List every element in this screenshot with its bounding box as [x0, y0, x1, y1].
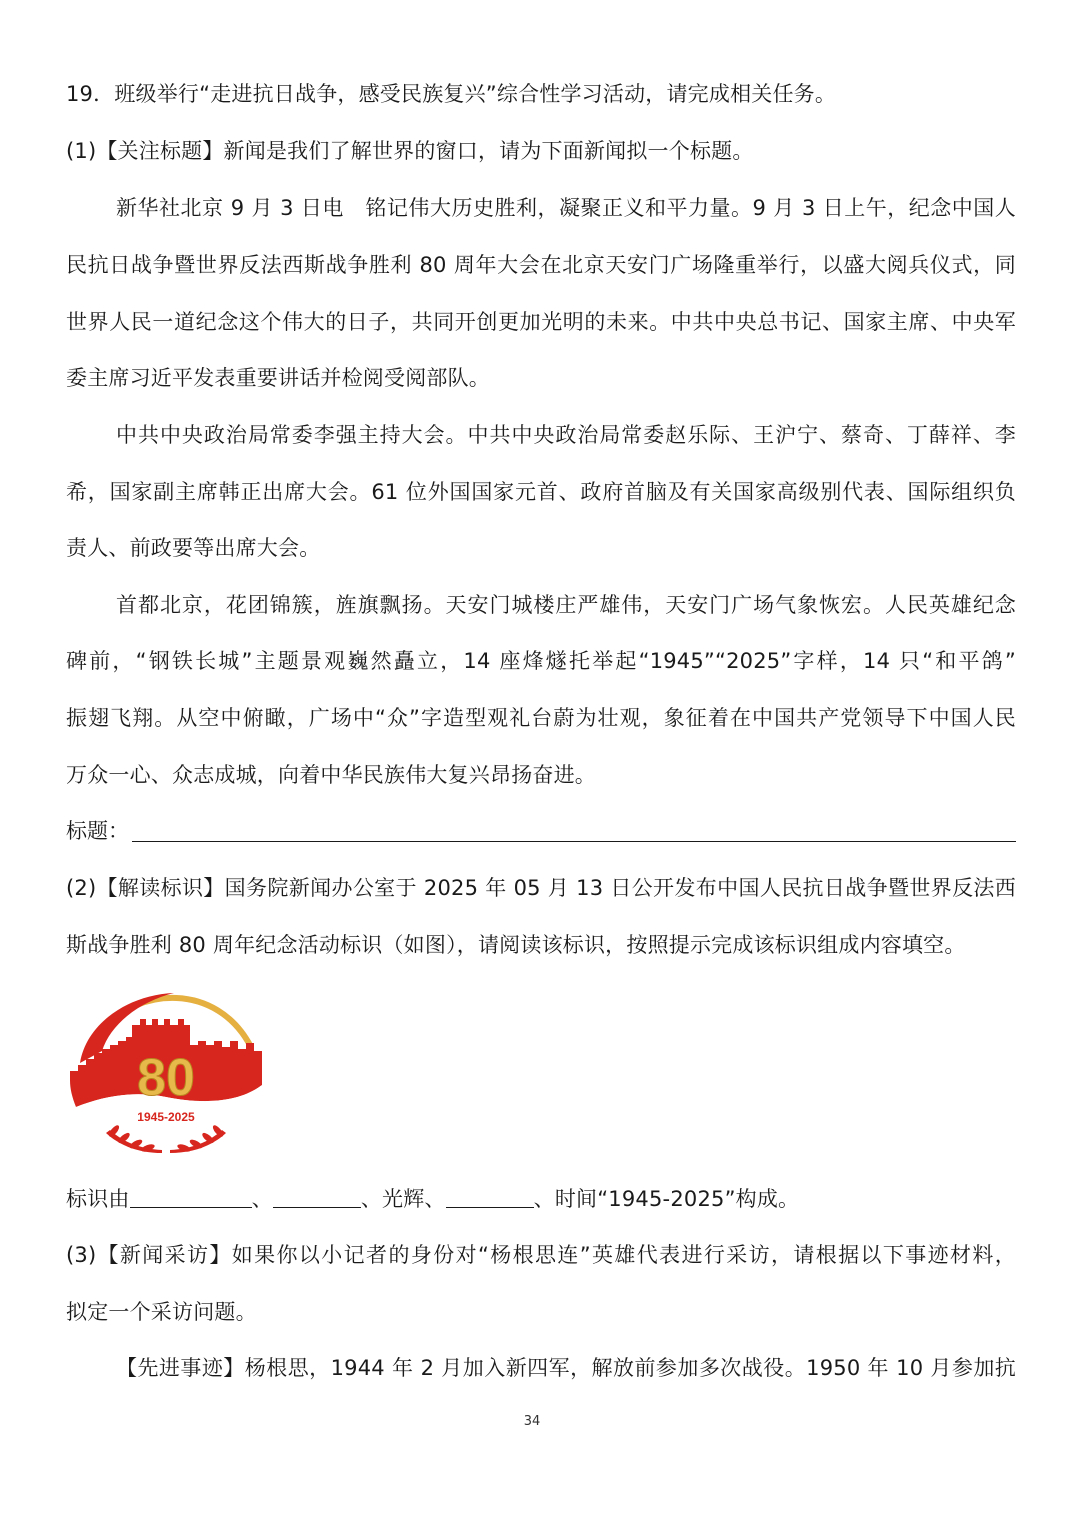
fill-sep2: 、光辉、 — [360, 1187, 446, 1211]
part3-prompt-line2: 拟定一个采访问题。 — [66, 1300, 257, 1324]
answer-blank-3[interactable] — [446, 1185, 534, 1208]
news-line: 委主席习近平发表重要讲话并检阅受阅部队。 — [66, 366, 490, 390]
laurel-left-icon — [106, 1124, 162, 1154]
part2-prompt-line2: 斯战争胜利 80 周年纪念活动标识（如图），请阅读该标识，按照提示完成该标识组成内容填空。 — [66, 933, 966, 957]
anniversary-logo — [66, 985, 266, 1160]
news-line: 振翅飞翔。从空中俯瞰，广场中“众”字造型观礼台蔚为壮观，象征着在中国共产党领导下中国人民 — [66, 706, 1016, 730]
news-line: 新华社北京 9 月 3 日电 铭记伟大历史胜利，凝聚正义和平力量。9 月 3 日上午，纪念中国人 — [116, 196, 1016, 220]
part2-prompt-line1: (2)【解读标识】国务院新闻办公室于 2025 年 05 月 13 日公开发布中国人民抗日战争暨世界反法西 — [66, 876, 1016, 900]
laurel-right-icon — [170, 1124, 226, 1154]
part3-prompt-line1: (3)【新闻采访】如果你以小记者的身份对“杨根思连”英雄代表进行采访，请根据以下事迹材料， — [66, 1243, 1016, 1267]
news-line: 责人、前政要等出席大会。 — [66, 536, 321, 560]
news-line: 首都北京，花团锦簇，旌旗飘扬。天安门城楼庄严雄伟，天安门广场气象恢宏。人民英雄纪念 — [116, 593, 1016, 617]
deeds-line: 【先进事迹】杨根思，1944 年 2 月加入新四军，解放前参加多次战役。1950 年 10 月参加抗 — [116, 1356, 1016, 1380]
title-label: 标题： — [66, 819, 129, 843]
page-number: 34 — [523, 1414, 541, 1429]
fill-sep3: 、时间“1945-2025”构成。 — [533, 1187, 800, 1211]
fill-start: 标识由 — [66, 1187, 130, 1211]
fill-sep1: 、 — [251, 1187, 273, 1211]
part1-prompt: (1)【关注标题】新闻是我们了解世界的窗口，请为下面新闻拟一个标题。 — [66, 139, 754, 163]
news-line: 碑前，“钢铁长城”主题景观巍然矗立，14 座烽燧托举起“1945”“2025”字样，14 只“和平鸽” — [66, 649, 1016, 673]
fill-blank-line — [66, 1183, 1016, 1214]
news-line: 中共中央政治局常委李强主持大会。中共中央政治局常委赵乐际、王沪宁、蔡奇、丁薛祥、李 — [116, 423, 1016, 447]
title-answer-row — [66, 816, 1016, 846]
news-line: 世界人民一道纪念这个伟大的日子，共同开创更加光明的未来。中共中央总书记、国家主席、中央军 — [66, 310, 1016, 334]
answer-blank-2[interactable] — [273, 1185, 361, 1208]
question-header: 19．班级举行“走进抗日战争，感受民族复兴”综合性学习活动，请完成相关任务。 — [66, 82, 837, 106]
logo-number: 80 — [137, 1049, 195, 1107]
news-line: 民抗日战争暨世界反法西斯战争胜利 80 周年大会在北京天安门广场隆重举行，以盛大阅兵仪式，同 — [66, 253, 1016, 277]
news-line: 希，国家副主席韩正出席大会。61 位外国国家元首、政府首脑及有关国家高级别代表、国际组织负 — [66, 480, 1016, 504]
answer-blank-1[interactable] — [130, 1185, 252, 1208]
logo-years: 1945-2025 — [137, 1110, 195, 1124]
news-line: 万众一心、众志成城，向着中华民族伟大复兴昂扬奋进。 — [66, 763, 596, 787]
title-answer-blank[interactable] — [132, 841, 1016, 842]
great-wall-logo-icon — [66, 985, 266, 1160]
